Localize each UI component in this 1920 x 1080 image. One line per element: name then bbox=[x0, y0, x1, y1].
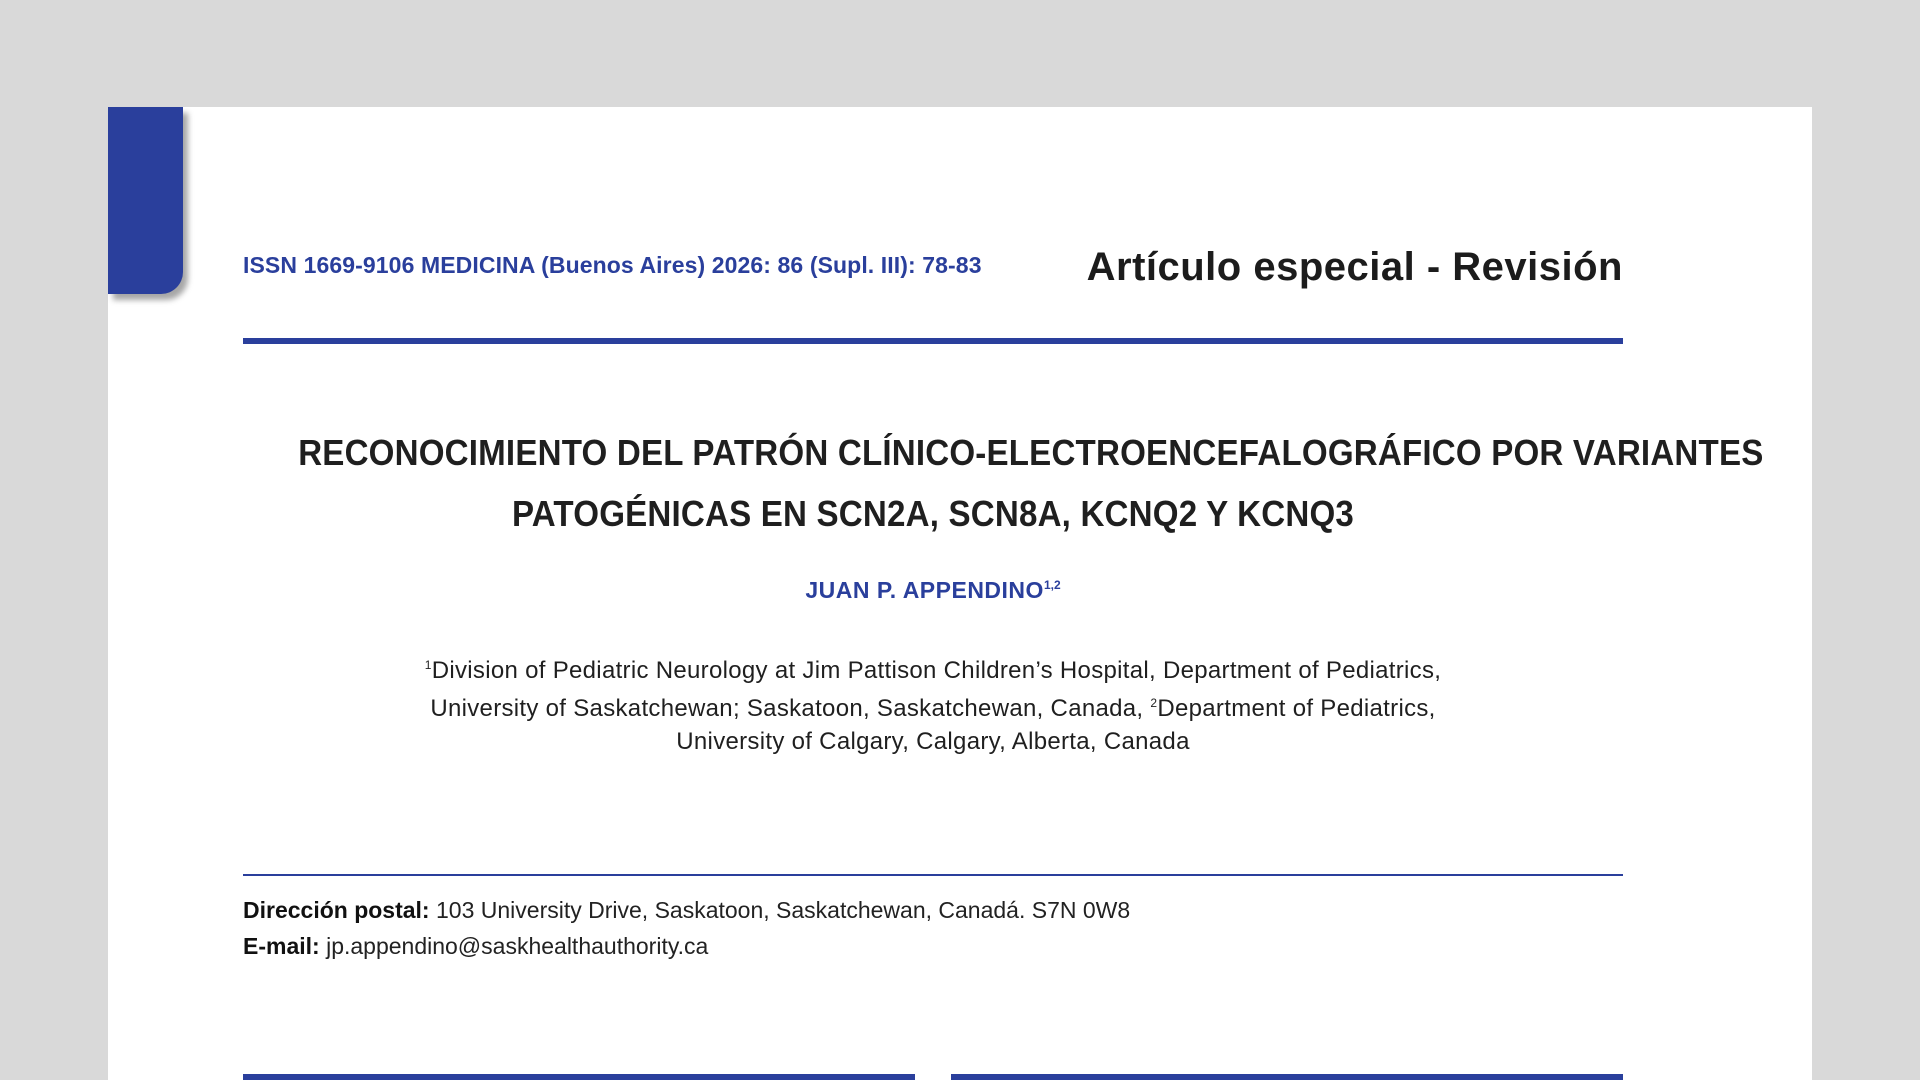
left-column-rule bbox=[243, 1074, 915, 1080]
corner-tab-decoration bbox=[108, 107, 183, 294]
affiliation-line-1: $^1$Division of Pediatric Neurology at Jim Pattison Children’s Hospital, Department of Pediatrics, bbox=[424, 657, 1442, 684]
postal-address-label: Dirección postal: bbox=[243, 897, 430, 923]
author-name: JUAN P. APPENDINO bbox=[805, 577, 1044, 603]
postal-address bbox=[243, 897, 1130, 924]
article-title-line-1: RECONOCIMIENTO DEL PATRÓN CLÍNICO-ELECTROENCEFALOGRÁFICO POR VARIANTES bbox=[298, 432, 1764, 473]
right-column-rule bbox=[951, 1074, 1623, 1080]
journal-citation: ISSN 1669-9106 MEDICINA (Buenos Aires) 2026: 86 (Supl. III): 78-83 bbox=[243, 252, 982, 278]
affiliation-mark-2: 2 bbox=[1150, 696, 1158, 710]
postal-address-value: 103 University Drive, Saskatoon, Saskatchewan, Canadá. S7N 0W8 bbox=[436, 897, 1131, 923]
header-divider bbox=[243, 338, 1623, 344]
affiliation-line-2: University of Saskatchewan; Saskatoon, Saskatchewan, Canada, $^2$Department of Pediatrics, bbox=[430, 695, 1436, 722]
email-label: E-mail: bbox=[243, 933, 320, 959]
contact-divider bbox=[243, 874, 1623, 876]
email-contact bbox=[243, 933, 708, 960]
author-byline bbox=[243, 577, 1623, 604]
author-affiliation-marks: 1,2 bbox=[1043, 578, 1061, 592]
article-title bbox=[243, 422, 1764, 544]
article-type-heading: Artículo especial - Revisión bbox=[1086, 245, 1623, 289]
article-title-line-2: PATOGÉNICAS EN SCN2A, SCN8A, KCNQ2 Y KCNQ3 bbox=[511, 493, 1355, 534]
affiliation-mark-1: 1 bbox=[424, 658, 432, 672]
affiliations bbox=[243, 649, 1623, 758]
email-link[interactable]: jp.appendino@saskhealthauthority.ca bbox=[326, 933, 709, 959]
affiliation-line-3: University of Calgary, Calgary, Alberta, Canada bbox=[676, 728, 1190, 755]
